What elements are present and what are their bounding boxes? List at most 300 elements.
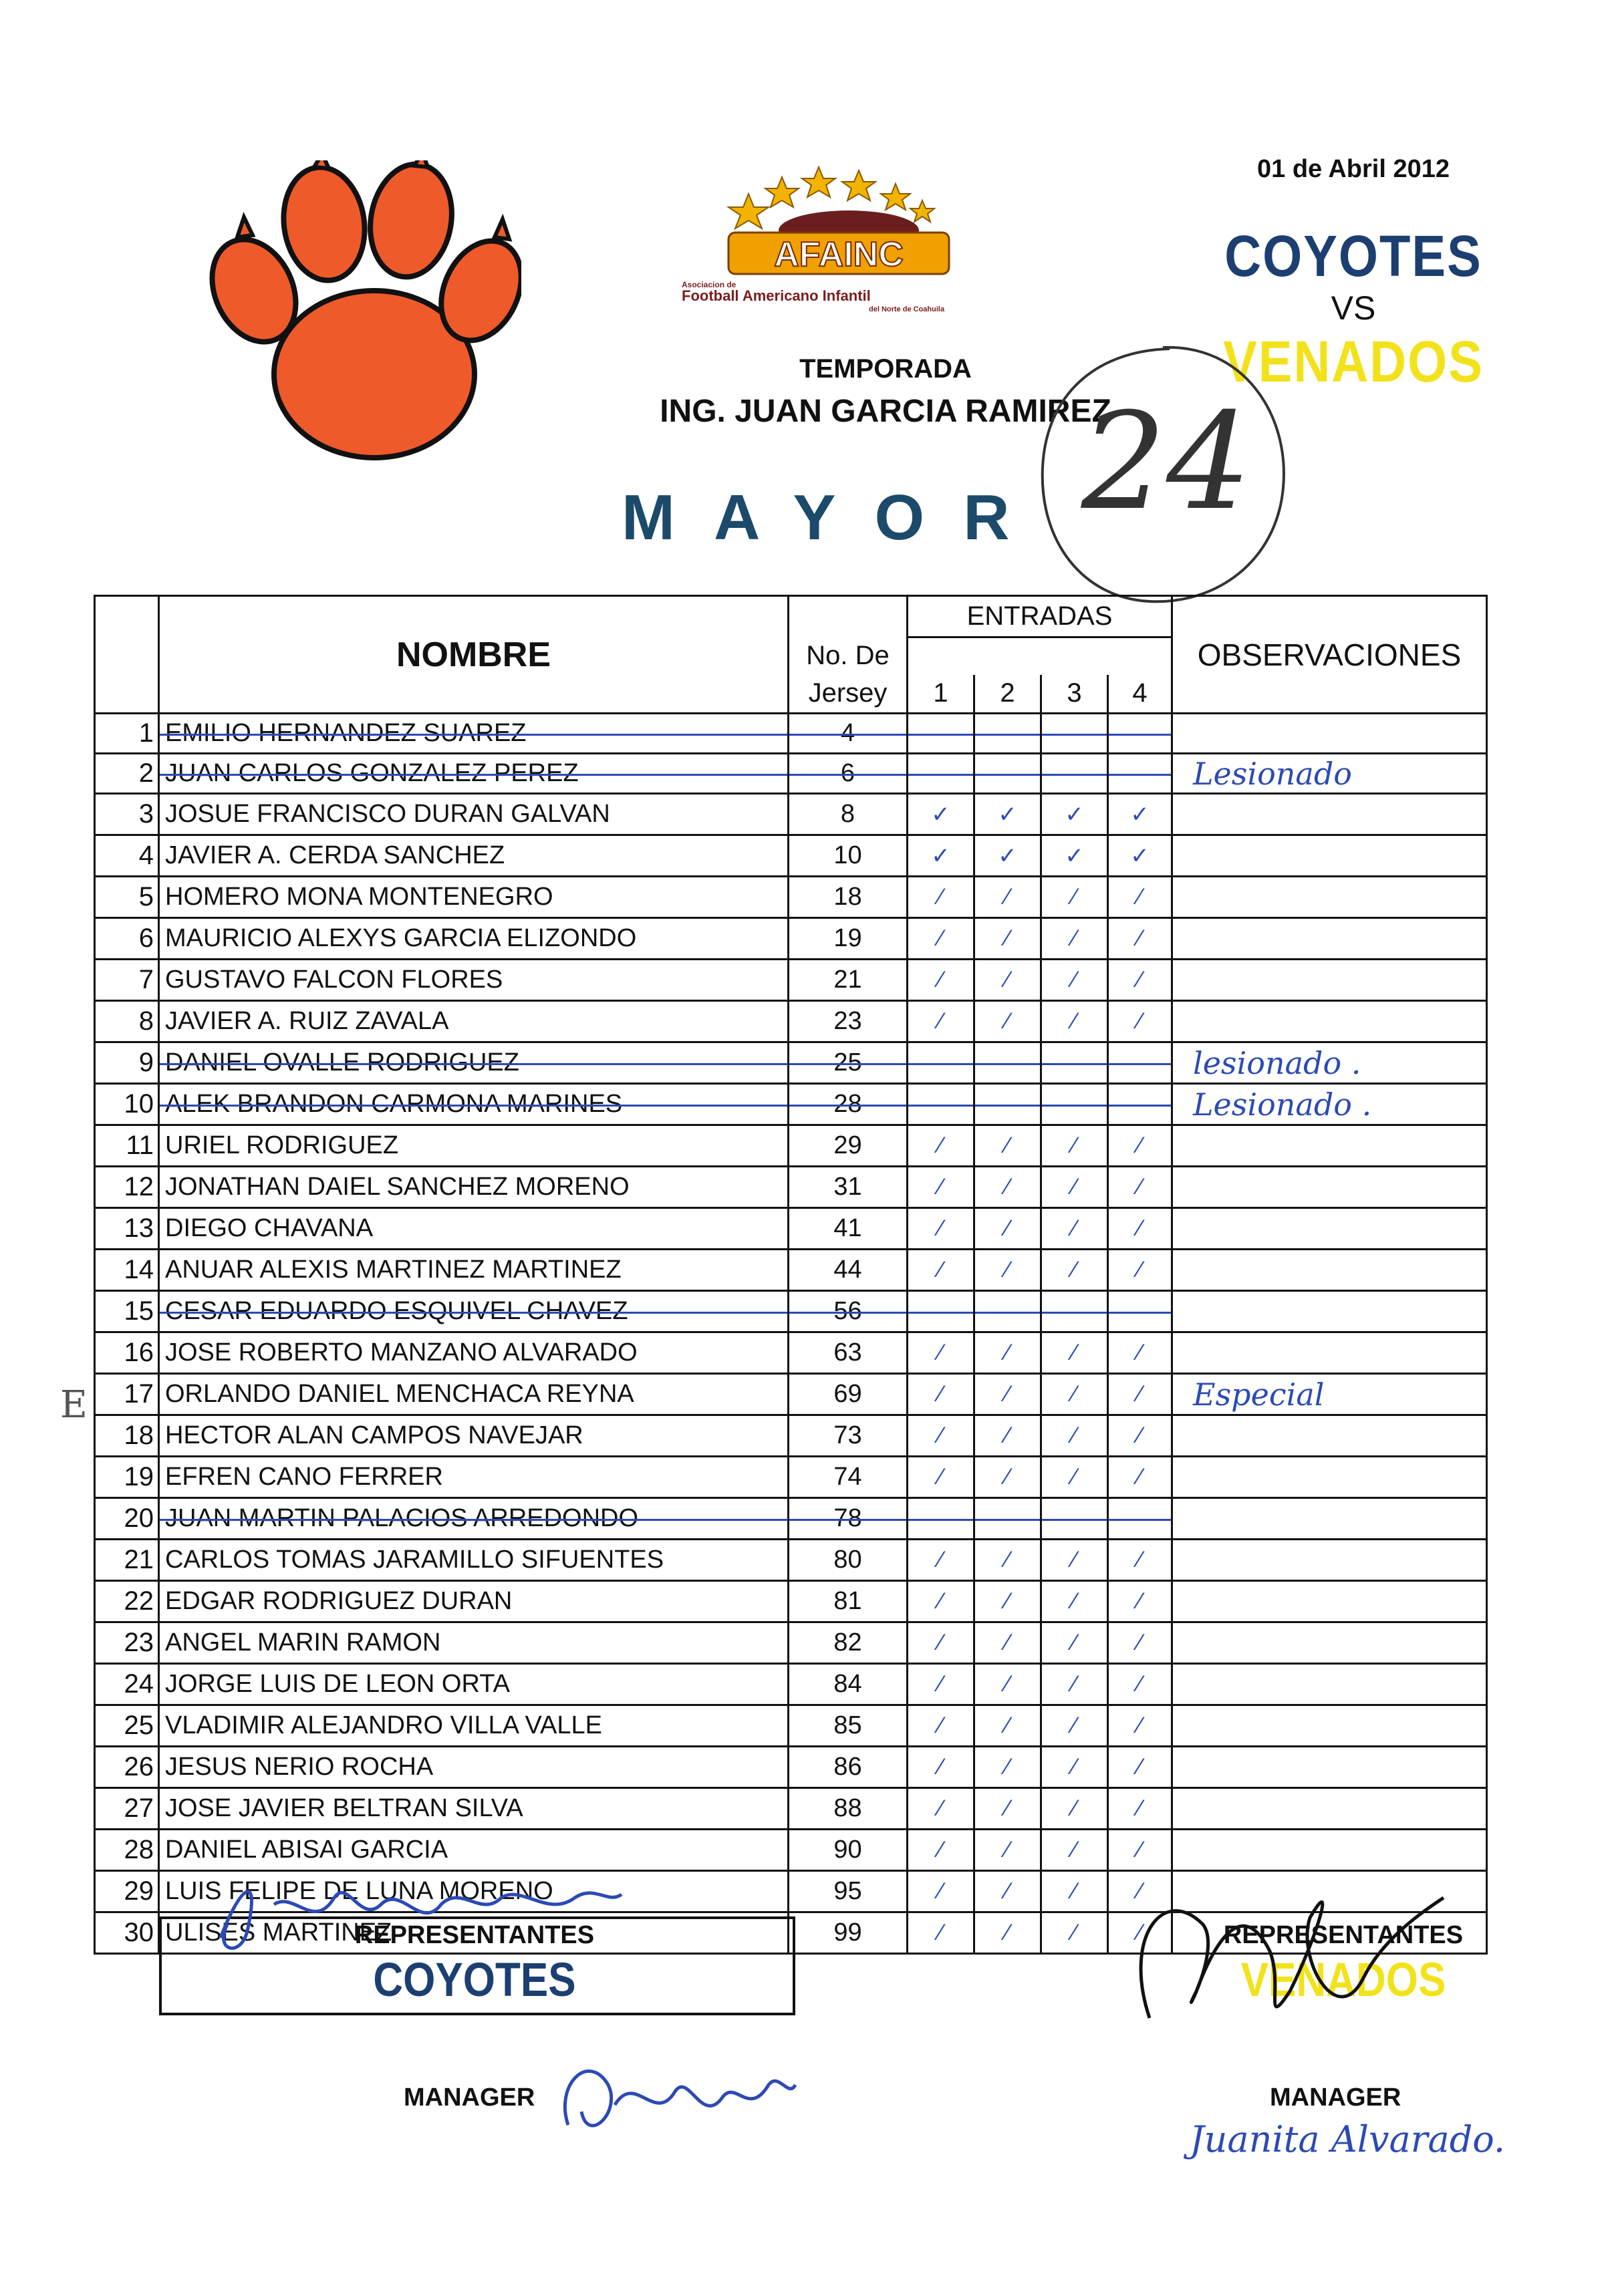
entry-2-mark: ⁄ <box>974 877 1041 918</box>
entry-1-mark: ⁄ <box>908 1581 974 1622</box>
table-row <box>95 1457 1487 1498</box>
entry-2-mark: ⁄ <box>974 1830 1041 1871</box>
entry-3-mark <box>1041 1291 1108 1332</box>
player-name: EDGAR RODRIGUEZ DURAN <box>159 1581 789 1622</box>
entry-4-mark <box>1108 1042 1172 1084</box>
entry-3-mark: ⁄ <box>1041 1332 1108 1374</box>
table-row <box>95 1540 1487 1581</box>
entry-3-mark: ⁄ <box>1041 1664 1108 1705</box>
observation <box>1172 1415 1487 1457</box>
row-number: 21 <box>95 1540 159 1581</box>
entry-2-mark <box>974 1042 1041 1084</box>
table-row <box>95 1001 1487 1042</box>
entry-4-mark: ⁄ <box>1108 1871 1172 1912</box>
entry-3-mark: ⁄ <box>1041 1415 1108 1457</box>
player-name: JONATHAN DAIEL SANCHEZ MORENO <box>159 1167 789 1208</box>
observation <box>1172 1250 1487 1291</box>
observation: Especial <box>1172 1374 1487 1415</box>
jersey-number: 82 <box>789 1622 908 1664</box>
entry-3-mark: ⁄ <box>1041 1747 1108 1788</box>
entry-4-mark <box>1108 754 1172 794</box>
row-number: 9 <box>95 1042 159 1084</box>
observation <box>1172 960 1487 1001</box>
player-name: URIEL RODRIGUEZ <box>159 1125 789 1167</box>
player-name: JOSE ROBERTO MANZANO ALVARADO <box>159 1332 789 1374</box>
entry-1-mark <box>908 714 974 754</box>
entry-4-mark: ⁄ <box>1108 1250 1172 1291</box>
entry-1-mark: ⁄ <box>908 1332 974 1374</box>
jersey-number: 28 <box>789 1084 908 1125</box>
table-row <box>95 1291 1487 1332</box>
row-number: 12 <box>95 1167 159 1208</box>
entry-4-mark: ⁄ <box>1108 1830 1172 1871</box>
jersey-number: 95 <box>789 1871 908 1912</box>
observation <box>1172 1291 1487 1332</box>
home-manager-label: MANAGER <box>404 2084 535 2112</box>
row-number: 11 <box>95 1125 159 1167</box>
table-row <box>95 714 1487 754</box>
entry-1-mark: ⁄ <box>908 1540 974 1581</box>
entry-1-mark: ⁄ <box>908 1001 974 1042</box>
table-row <box>95 1622 1487 1664</box>
entry-2-mark: ✓ <box>974 835 1041 877</box>
entry-2-mark: ⁄ <box>974 1747 1041 1788</box>
row-number: 2 <box>95 754 159 794</box>
jersey-number: 78 <box>789 1498 908 1540</box>
entry-4-mark: ⁄ <box>1108 1415 1172 1457</box>
row-number: 19 <box>95 1457 159 1498</box>
row-number: 1 <box>95 714 159 754</box>
table-row <box>95 754 1487 794</box>
away-representative-signature <box>1109 1858 1484 2058</box>
entry-2-mark: ✓ <box>974 794 1041 835</box>
player-name: HOMERO MONA MONTENEGRO <box>159 877 789 918</box>
entry-3-mark: ⁄ <box>1041 960 1108 1001</box>
entry-2-mark <box>974 1498 1041 1540</box>
away-manager-name: Juanita Alvarado. <box>1190 2118 1505 2160</box>
entry-1-mark: ⁄ <box>908 1912 974 1954</box>
jersey-number: 74 <box>789 1457 908 1498</box>
entry-1-mark: ⁄ <box>908 1457 974 1498</box>
entry-3-mark: ⁄ <box>1041 877 1108 918</box>
jersey-number: 84 <box>789 1664 908 1705</box>
row-number: 18 <box>95 1415 159 1457</box>
entry-1-mark <box>908 754 974 794</box>
entry-4-mark: ⁄ <box>1108 877 1172 918</box>
player-name: JUAN MARTIN PALACIOS ARREDONDO <box>159 1498 789 1540</box>
home-team-name: COYOTES <box>1224 223 1482 289</box>
jersey-number: 23 <box>789 1001 908 1042</box>
entry-3-mark <box>1041 1042 1108 1084</box>
entry-2-mark: ⁄ <box>974 1871 1041 1912</box>
entry-2-mark: ⁄ <box>974 1208 1041 1250</box>
entry-1-mark <box>908 1042 974 1084</box>
entry-1-mark <box>908 1291 974 1332</box>
entry-2-mark: ⁄ <box>974 960 1041 1001</box>
jersey-number: 88 <box>789 1788 908 1830</box>
jersey-number: 44 <box>789 1250 908 1291</box>
entry-1-mark: ✓ <box>908 794 974 835</box>
jersey-number: 21 <box>789 960 908 1001</box>
entry-4-mark: ⁄ <box>1108 1912 1172 1954</box>
player-name: ULISES MARTINEZ <box>159 1912 789 1954</box>
entry-1-mark: ⁄ <box>908 1415 974 1457</box>
entry-4-mark: ⁄ <box>1108 1581 1172 1622</box>
row-number: 15 <box>95 1291 159 1332</box>
row-number: 7 <box>95 960 159 1001</box>
entry-3-mark: ⁄ <box>1041 1540 1108 1581</box>
entry-4-mark: ⁄ <box>1108 1664 1172 1705</box>
entry-2-mark: ⁄ <box>974 1581 1041 1622</box>
observation <box>1172 1581 1487 1622</box>
entry-2-mark: ⁄ <box>974 1540 1041 1581</box>
entry-4-mark: ⁄ <box>1108 1788 1172 1830</box>
player-name: DANIEL ABISAI GARCIA <box>159 1830 789 1871</box>
entry-1-mark <box>908 1084 974 1125</box>
jersey-number: 6 <box>789 754 908 794</box>
observation <box>1172 1001 1487 1042</box>
table-row <box>95 1084 1487 1125</box>
jersey-number: 86 <box>789 1747 908 1788</box>
away-representatives-label: REPRESENTANTES <box>1223 1921 1464 1949</box>
row-number: 5 <box>95 877 159 918</box>
entry-4-mark: ⁄ <box>1108 1540 1172 1581</box>
player-name: JAVIER A. RUIZ ZAVALA <box>159 1001 789 1042</box>
entry-3-mark: ⁄ <box>1041 1622 1108 1664</box>
afainc-logo <box>668 154 1002 314</box>
row-number: 6 <box>95 918 159 960</box>
entry-3-mark: ⁄ <box>1041 1208 1108 1250</box>
home-manager-signature <box>548 2045 802 2152</box>
entry-3-mark: ⁄ <box>1041 1788 1108 1830</box>
table-row <box>95 1498 1487 1540</box>
header-jersey-line1: No. De <box>789 637 908 675</box>
observation <box>1172 1788 1487 1830</box>
entry-2-mark: ⁄ <box>974 1788 1041 1830</box>
season-label: TEMPORADA <box>799 354 972 384</box>
entry-4-mark <box>1108 1498 1172 1540</box>
table-row <box>95 835 1487 877</box>
entry-2-mark: ⁄ <box>974 1457 1041 1498</box>
roster-body <box>95 714 1487 1954</box>
header-number-blank <box>95 596 159 714</box>
observation: lesionado . <box>1172 1042 1487 1084</box>
observation <box>1172 1747 1487 1788</box>
entry-1-mark: ⁄ <box>908 1167 974 1208</box>
entry-3-mark <box>1041 1084 1108 1125</box>
entry-2-mark: ⁄ <box>974 1374 1041 1415</box>
jersey-number: 63 <box>789 1332 908 1374</box>
entry-3-mark <box>1041 714 1108 754</box>
table-row <box>95 1332 1487 1374</box>
entry-3-mark: ⁄ <box>1041 1374 1108 1415</box>
row-number: 16 <box>95 1332 159 1374</box>
player-name: DIEGO CHAVANA <box>159 1208 789 1250</box>
entry-2-mark <box>974 714 1041 754</box>
entry-4-mark: ⁄ <box>1108 1705 1172 1747</box>
header-name: NOMBRE <box>159 596 789 714</box>
observation <box>1172 835 1487 877</box>
row-number: 30 <box>95 1912 159 1954</box>
entry-1-mark: ⁄ <box>908 877 974 918</box>
entry-4-mark: ⁄ <box>1108 1208 1172 1250</box>
entry-4-mark: ✓ <box>1108 835 1172 877</box>
svg-text:AFAINC: AFAINC <box>774 235 904 274</box>
player-name: JUAN CARLOS GONZALEZ PEREZ <box>159 754 789 794</box>
header-entry-2: 2 <box>974 675 1041 714</box>
jersey-number: 85 <box>789 1705 908 1747</box>
entry-3-mark: ⁄ <box>1041 918 1108 960</box>
row-number: 27 <box>95 1788 159 1830</box>
player-name: JAVIER A. CERDA SANCHEZ <box>159 835 789 877</box>
player-name: JORGE LUIS DE LEON ORTA <box>159 1664 789 1705</box>
observation <box>1172 1705 1487 1747</box>
jersey-number: 8 <box>789 794 908 835</box>
entry-4-mark: ✓ <box>1108 794 1172 835</box>
table-row <box>95 1125 1487 1167</box>
header-entry-1: 1 <box>908 675 974 714</box>
header-jersey-line2: Jersey <box>789 675 908 714</box>
entry-1-mark: ⁄ <box>908 1830 974 1871</box>
observation <box>1172 794 1487 835</box>
observation <box>1172 1498 1487 1540</box>
row-number: 29 <box>95 1871 159 1912</box>
row-number: 14 <box>95 1250 159 1291</box>
entry-1-mark: ⁄ <box>908 1208 974 1250</box>
entry-1-mark: ⁄ <box>908 1705 974 1747</box>
table-row <box>95 1167 1487 1208</box>
table-row <box>95 960 1487 1001</box>
header-entries: ENTRADAS <box>908 596 1172 637</box>
player-name: JESUS NERIO ROCHA <box>159 1747 789 1788</box>
jersey-number: 80 <box>789 1540 908 1581</box>
table-row <box>95 1250 1487 1291</box>
observation <box>1172 1540 1487 1581</box>
entry-1-mark: ⁄ <box>908 1125 974 1167</box>
entry-4-mark: ⁄ <box>1108 1457 1172 1498</box>
jersey-number: 81 <box>789 1581 908 1622</box>
observation <box>1172 714 1487 754</box>
row-number: 3 <box>95 794 159 835</box>
row-number: 26 <box>95 1747 159 1788</box>
header-jersey-blank <box>789 596 908 637</box>
entry-3-mark: ⁄ <box>1041 1250 1108 1291</box>
entry-3-mark: ✓ <box>1041 835 1108 877</box>
entry-4-mark: ⁄ <box>1108 1374 1172 1415</box>
entry-3-mark <box>1041 1498 1108 1540</box>
entry-2-mark: ⁄ <box>974 1167 1041 1208</box>
entry-3-mark: ✓ <box>1041 794 1108 835</box>
home-representatives-team: COYOTES <box>373 1953 576 2007</box>
entry-3-mark: ⁄ <box>1041 1705 1108 1747</box>
observation: Lesionado <box>1172 754 1487 794</box>
svg-text:Football Americano Infantil: Football Americano Infantil <box>682 287 871 304</box>
entry-2-mark <box>974 1291 1041 1332</box>
svg-text:del Norte de Coahuila: del Norte de Coahuila <box>869 305 945 313</box>
table-row <box>95 1788 1487 1830</box>
entry-3-mark: ⁄ <box>1041 1167 1108 1208</box>
row-number: 28 <box>95 1830 159 1871</box>
entry-3-mark: ⁄ <box>1041 1830 1108 1871</box>
svg-text:Asociacion de: Asociacion de <box>682 280 736 289</box>
entry-1-mark: ⁄ <box>908 960 974 1001</box>
player-name: ORLANDO DANIEL MENCHACA REYNA <box>159 1374 789 1415</box>
entry-4-mark: ⁄ <box>1108 1332 1172 1374</box>
row-number: 22 <box>95 1581 159 1622</box>
row-number: 20 <box>95 1498 159 1540</box>
jersey-number: 4 <box>789 714 908 754</box>
player-name: LUIS FELIPE DE LUNA MORENO <box>159 1871 789 1912</box>
entry-3-mark: ⁄ <box>1041 1871 1108 1912</box>
observation: Lesionado . <box>1172 1084 1487 1125</box>
observation <box>1172 918 1487 960</box>
player-name: CESAR EDUARDO ESQUIVEL CHAVEZ <box>159 1291 789 1332</box>
player-name: CARLOS TOMAS JARAMILLO SIFUENTES <box>159 1540 789 1581</box>
entry-3-mark: ⁄ <box>1041 1581 1108 1622</box>
entry-1-mark: ⁄ <box>908 1871 974 1912</box>
entry-4-mark: ⁄ <box>1108 1001 1172 1042</box>
entry-1-mark: ⁄ <box>908 1664 974 1705</box>
entry-2-mark: ⁄ <box>974 1250 1041 1291</box>
observation <box>1172 1664 1487 1705</box>
row-number: 25 <box>95 1705 159 1747</box>
table-row <box>95 1581 1487 1622</box>
jersey-number: 99 <box>789 1912 908 1954</box>
entry-2-mark <box>974 754 1041 794</box>
entry-4-mark <box>1108 1084 1172 1125</box>
jersey-number: 25 <box>789 1042 908 1084</box>
entry-2-mark: ⁄ <box>974 1332 1041 1374</box>
header-entry-4: 4 <box>1108 675 1172 714</box>
player-name: ANUAR ALEXIS MARTINEZ MARTINEZ <box>159 1250 789 1291</box>
table-row <box>95 1415 1487 1457</box>
svg-text:24: 24 <box>1081 384 1252 540</box>
observation <box>1172 877 1487 918</box>
table-row <box>95 1747 1487 1788</box>
player-name: VLADIMIR ALEJANDRO VILLA VALLE <box>159 1705 789 1747</box>
observation <box>1172 1457 1487 1498</box>
entry-3-mark: ⁄ <box>1041 1912 1108 1954</box>
home-representative-signature <box>200 1858 635 1965</box>
player-name: DANIEL OVALLE RODRIGUEZ <box>159 1042 789 1084</box>
table-row <box>95 1664 1487 1705</box>
table-row <box>95 1705 1487 1747</box>
entry-4-mark: ⁄ <box>1108 918 1172 960</box>
player-name: MAURICIO ALEXYS GARCIA ELIZONDO <box>159 918 789 960</box>
entry-4-mark <box>1108 1291 1172 1332</box>
row-number: 10 <box>95 1084 159 1125</box>
row-number: 4 <box>95 835 159 877</box>
entry-4-mark: ⁄ <box>1108 1747 1172 1788</box>
jersey-number: 18 <box>789 877 908 918</box>
entry-2-mark: ⁄ <box>974 1705 1041 1747</box>
entry-2-mark: ⁄ <box>974 1664 1041 1705</box>
jersey-number: 10 <box>789 835 908 877</box>
observation <box>1172 1208 1487 1250</box>
jersey-number: 69 <box>789 1374 908 1415</box>
roster-table <box>94 595 1488 1955</box>
observation <box>1172 1167 1487 1208</box>
entry-1-mark: ⁄ <box>908 1788 974 1830</box>
circled-number-annotation <box>1029 334 1297 615</box>
row-number: 8 <box>95 1001 159 1042</box>
row-number: 24 <box>95 1664 159 1705</box>
table-row <box>95 1042 1487 1084</box>
entry-3-mark: ⁄ <box>1041 1125 1108 1167</box>
table-row <box>95 1208 1487 1250</box>
entry-2-mark: ⁄ <box>974 1125 1041 1167</box>
game-date: 01 de Abril 2012 <box>1257 155 1450 183</box>
player-name: EMILIO HERNANDEZ SUAREZ <box>159 714 789 754</box>
table-row <box>95 918 1487 960</box>
observation <box>1172 1125 1487 1167</box>
entry-1-mark: ⁄ <box>908 918 974 960</box>
table-row <box>95 877 1487 918</box>
entry-1-mark: ⁄ <box>908 1622 974 1664</box>
header-entries-spacer <box>908 637 1172 675</box>
versus-label: VS <box>1331 289 1376 327</box>
entry-2-mark: ⁄ <box>974 918 1041 960</box>
entry-1-mark: ✓ <box>908 835 974 877</box>
margin-note: E <box>60 1383 88 1427</box>
entry-2-mark: ⁄ <box>974 1001 1041 1042</box>
player-name: ANGEL MARIN RAMON <box>159 1622 789 1664</box>
entry-2-mark: ⁄ <box>974 1415 1041 1457</box>
away-team-name: VENADOS <box>1223 329 1484 395</box>
row-number: 17 <box>95 1374 159 1415</box>
jersey-number: 90 <box>789 1830 908 1871</box>
entry-4-mark: ⁄ <box>1108 1622 1172 1664</box>
player-name: JOSE JAVIER BELTRAN SILVA <box>159 1788 789 1830</box>
table-row <box>95 1374 1487 1415</box>
entry-4-mark <box>1108 714 1172 754</box>
entry-4-mark: ⁄ <box>1108 1167 1172 1208</box>
entry-3-mark: ⁄ <box>1041 1457 1108 1498</box>
jersey-number: 56 <box>789 1291 908 1332</box>
entry-1-mark <box>908 1498 974 1540</box>
header-entry-3: 3 <box>1041 675 1108 714</box>
jersey-number: 29 <box>789 1125 908 1167</box>
entry-2-mark <box>974 1084 1041 1125</box>
player-name: HECTOR ALAN CAMPOS NAVEJAR <box>159 1415 789 1457</box>
entry-1-mark: ⁄ <box>908 1374 974 1415</box>
jersey-number: 31 <box>789 1167 908 1208</box>
row-number: 23 <box>95 1622 159 1664</box>
entry-2-mark: ⁄ <box>974 1912 1041 1954</box>
entry-4-mark: ⁄ <box>1108 960 1172 1001</box>
category-title: MAYOR <box>622 482 1049 553</box>
player-name: GUSTAVO FALCON FLORES <box>159 960 789 1001</box>
row-number: 13 <box>95 1208 159 1250</box>
player-name: JOSUE FRANCISCO DURAN GALVAN <box>159 794 789 835</box>
observation <box>1172 1332 1487 1374</box>
entry-1-mark: ⁄ <box>908 1747 974 1788</box>
observation <box>1172 1622 1487 1664</box>
home-representatives-label: REPRESENTANTES <box>354 1921 595 1949</box>
away-manager-label: MANAGER <box>1270 2084 1401 2112</box>
season-name: ING. JUAN GARCIA RAMIREZ <box>660 394 1111 429</box>
jersey-number: 41 <box>789 1208 908 1250</box>
player-name: EFREN CANO FERRER <box>159 1457 789 1498</box>
jersey-number: 73 <box>789 1415 908 1457</box>
entry-1-mark: ⁄ <box>908 1250 974 1291</box>
player-name: ALEK BRANDON CARMONA MARINES <box>159 1084 789 1125</box>
entry-3-mark <box>1041 754 1108 794</box>
entry-2-mark: ⁄ <box>974 1622 1041 1664</box>
coyote-paw-logo <box>200 160 521 468</box>
entry-3-mark: ⁄ <box>1041 1001 1108 1042</box>
entry-4-mark: ⁄ <box>1108 1125 1172 1167</box>
